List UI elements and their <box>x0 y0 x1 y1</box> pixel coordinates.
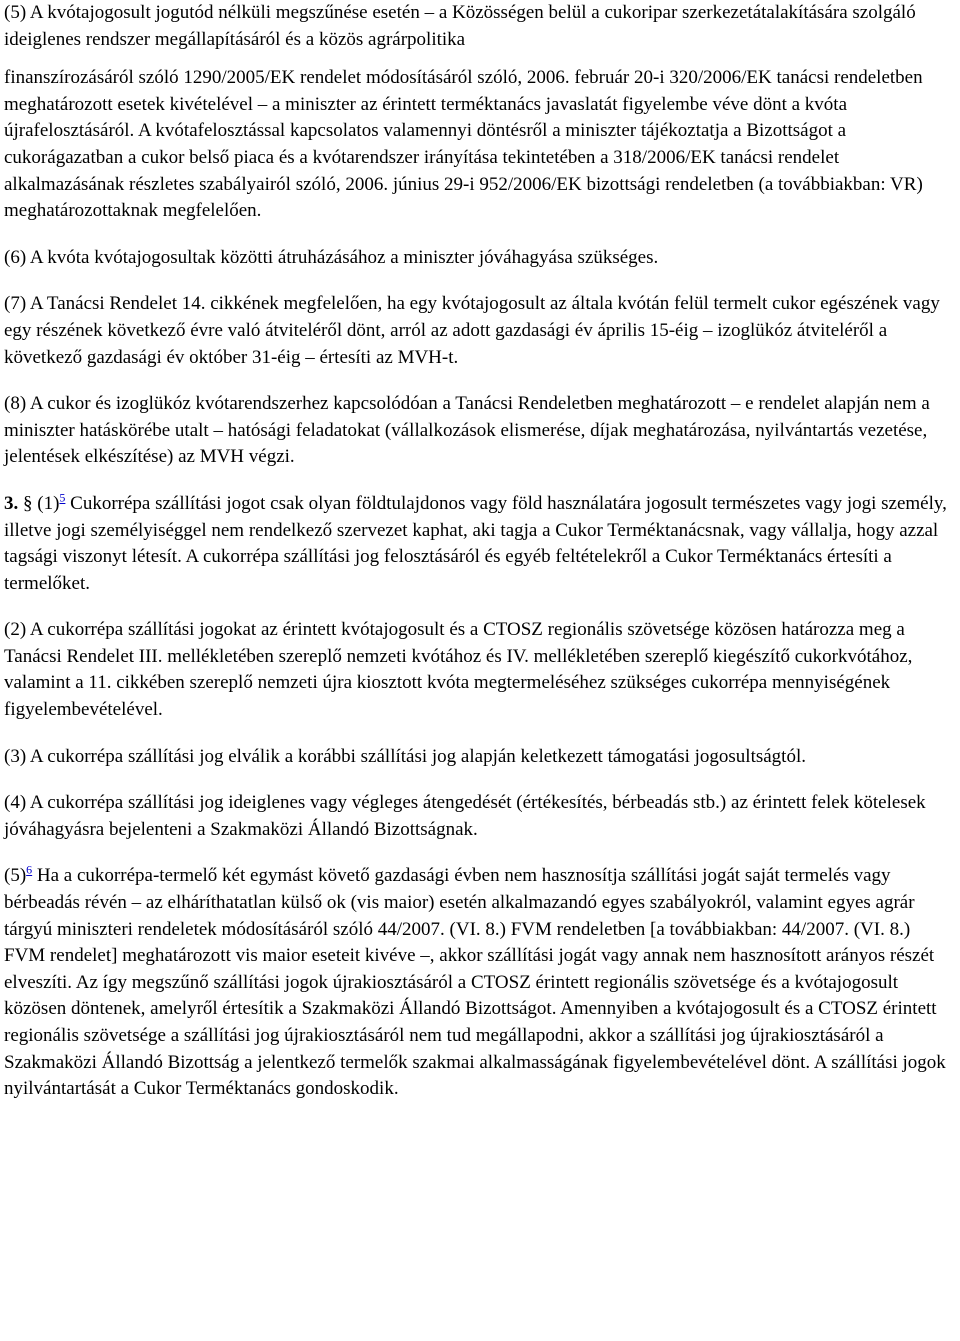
section-3-paragraph-5-text: Ha a cukorrépa-termelő két egymást követő gazdasági évben nem hasznosítja szállítási jogát saját termelés vagy bérbeadás révén – az elháríthatatlan külső ok (vis maior) esetén alkalmazandó egyes szabályokról, valamint egyes agrár tárgyú miniszteri rendeletek módosításáról szóló 44/2007. (VI. 8.) FVM rendeletben [a továbbiakban: 44/2007. (VI. 8.) FVM rendelet] meghatározott vis maior eseteit kivéve –, akkor szállítási jogát vagy annak nem hasznosított arányos részét elveszíti. Az így megszűnő szállítási jogok újrakiosztásáról a CTOSZ érintett regionális szövetsége és a kvótajogosult közösen döntenek, amelyről értesítik a Szakmaközi Állandó Bizottságot. Amennyiben a kvótajogosult és a CTOSZ érintett regionális szövetsége a szállítási jog újrakiosztásáról nem tud megállapodni, akkor a szállítási jog újrakiosztásáról a Szakmaközi Állandó Bizottság a jelentkező termelők szakmai alkalmasságának figyelembevételével dönt. A szállítási jogok nyilvántartását a Cukor Terméktanács gondoskodik. <box>4 865 946 1100</box>
footnote-link-6[interactable]: 6 <box>26 863 33 878</box>
paragraph-7: (7) A Tanácsi Rendelet 14. cikkének megfelelően, ha egy kvótajogosult az általa kvótán felül termelt cukor egészének vagy egy részének következő évre való átviteléről dönt, arról az adott gazdasági év április 15-éig – izoglükóz átviteléről a következő gazdasági év október 31-éig – értesíti az MVH-t. <box>4 293 940 368</box>
paragraph-8: (8) A cukor és izoglükóz kvótarendszerhez kapcsolódóan a Tanácsi Rendeletben meghatározott – e rendelet alapján nem a miniszter hatáskörébe utalt – hatósági feladatokat (vállalkozások elismerése, díjak meghatározása, nyilvántartás vezetése, jelentések elkészítése) az MVH végzi. <box>4 393 930 468</box>
footnote-ref-6[interactable] <box>26 863 32 877</box>
paragraph-5-intro: (5) A kvótajogosult jogutód nélküli megszűnése esetén – a Közösségen belül a cukoripar szerkezetátalakítására szolgáló ideiglenes rendszer megállapításáról és a közös agrárpolitika <box>4 2 916 50</box>
section-sign: § (1) <box>23 492 60 514</box>
paragraph-5-body: finanszírozásáról szóló 1290/2005/EK rendelet módosításáról szóló, 2006. február 20-i 320/2006/EK tanácsi rendeletben meghatározott esetek kivételével – a miniszter az érintett terméktanács javaslatát figyelembe véve dönt a kvóta újrafelosztásáról. A kvótafelosztással kapcsolatos valamennyi döntésről a miniszter tájékoztatja a Bizottságot a cukorágazatban a cukor belső piaca és a kvótarendszer irányítása tekintetében a 318/2006/EK tanácsi rendelet alkalmazásának részletes szabályairól szóló, 2006. június 29-i 952/2006/EK bizottsági rendeletben (a továbbiakban: VR) meghatározottaknak megfelelően. <box>4 67 923 222</box>
document-page <box>4 0 949 1103</box>
footnote-ref-5[interactable] <box>59 491 65 505</box>
section-3-paragraph-3: (3) A cukorrépa szállítási jog elválik a korábbi szállítási jog alapján keletkezett támogatási jogosultságtól. <box>4 745 806 767</box>
section-number: 3. <box>4 492 19 514</box>
footnote-link-5[interactable]: 5 <box>59 490 66 505</box>
section-3-paragraph-4: (4) A cukorrépa szállítási jog ideiglenes vagy végleges átengedését (értékesítés, bérbeadás stb.) az érintett felek kötelesek jóváhagyásra bejelenteni a Szakmaközi Állandó Bizottságnak. <box>4 792 926 840</box>
section-3-paragraph-1-text: Cukorrépa szállítási jogot csak olyan földtulajdonos vagy föld használatára jogosult természetes vagy jogi személy, illetve jogi személyiséggel nem rendelkező szervezet kaphat, aki tagja a Cukor Terméktanácsnak, vagy vállalja, hogy azzal tagsági viszonyt létesít. A cukorrépa szállítási jog felosztásáról és egyéb feltételekről a Cukor Terméktanács értesíti a termelőket. <box>4 492 947 594</box>
paragraph-6: (6) A kvóta kvótajogosultak közötti átruházásához a miniszter jóváhagyása szükséges. <box>4 246 659 268</box>
section-3-paragraph-1 <box>4 491 949 597</box>
paragraph-5-label: (5) <box>4 865 27 887</box>
section-3-paragraph-2: (2) A cukorrépa szállítási jogokat az érintett kvótajogosult és a CTOSZ regionális szövetsége közösen határozza meg a Tanácsi Rendelet III. mellékletében szereplő nemzeti kvótához és IV. mellékletében szereplő kiegészítő cukorkvótához, valamint a 11. cikkében szereplő nemzeti újra kiosztott kvóta megtermeléséhez szükséges cukorrépa mennyiségének figyelembevételével. <box>4 619 913 721</box>
section-3-paragraph-5 <box>4 863 949 1102</box>
